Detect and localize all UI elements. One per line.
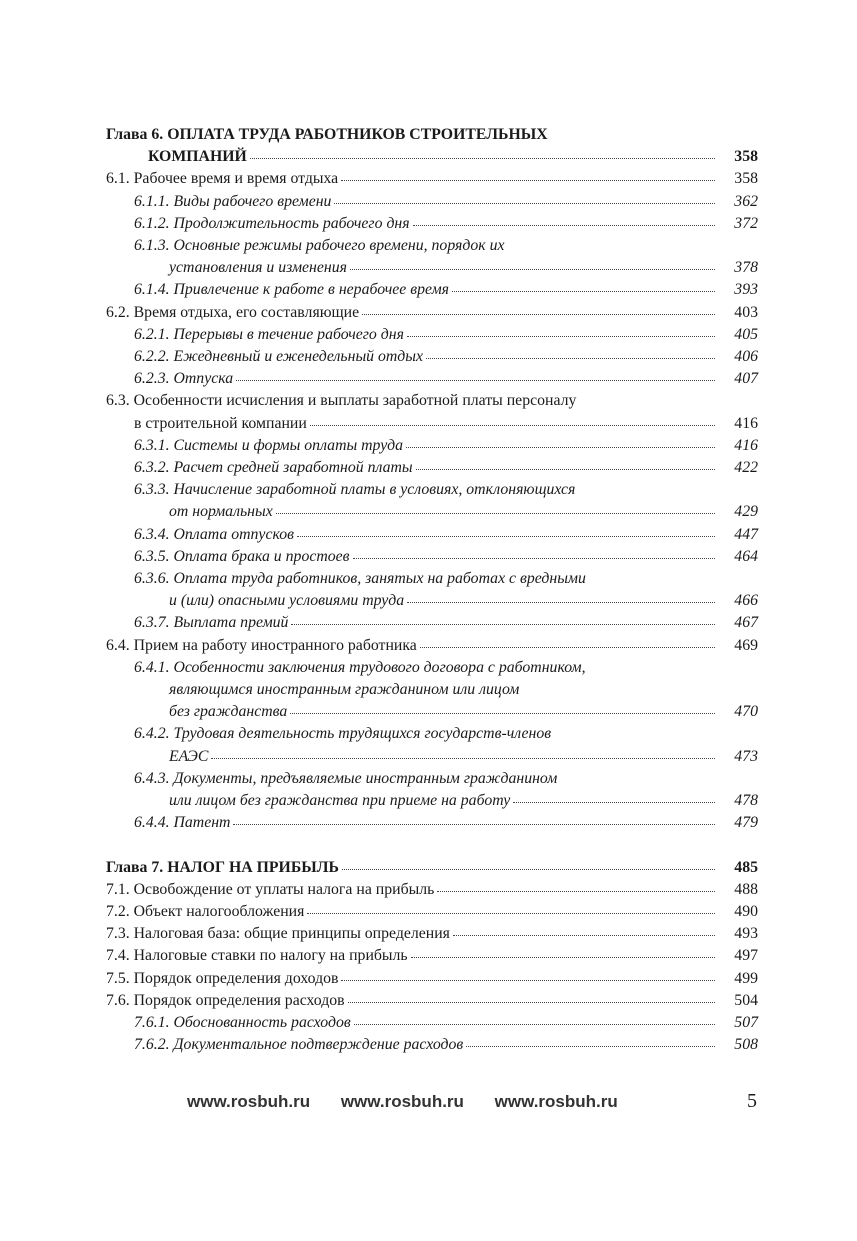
toc-entry[interactable]: [106, 368, 758, 390]
toc-entry[interactable]: [106, 968, 758, 990]
toc-page-number: 493: [734, 925, 758, 943]
toc-entry[interactable]: [106, 501, 758, 523]
toc-entry[interactable]: [106, 302, 758, 324]
dot-leader: [413, 223, 715, 226]
dot-leader: [437, 889, 715, 892]
toc-entry[interactable]: [106, 590, 758, 612]
toc-entry[interactable]: [106, 257, 758, 279]
toc-entry-title: 6.1.3. Основные режимы рабочего времени, порядок их: [134, 237, 505, 255]
toc-entry-title: 6.1.1. Виды рабочего времени: [134, 192, 332, 210]
dot-leader: [354, 1022, 715, 1025]
toc-entry-title: 7.1. Освобождение от уплаты налога на прибыль: [106, 880, 435, 898]
toc-entry[interactable]: [106, 857, 758, 879]
toc-entry-title: 6.3. Особенности исчисления и выплаты заработной платы персоналу: [106, 392, 577, 410]
toc-entry-title: 6.3.6. Оплата труда работников, занятых на работах с вредными: [134, 570, 586, 588]
dot-leader: [341, 978, 715, 981]
toc-entry-title: 6.3.5. Оплата брака и простоев: [134, 547, 350, 565]
footer-url[interactable]: www.rosbuh.ru: [340, 1092, 464, 1111]
toc-entry-title: 7.3. Налоговая база: общие принципы определения: [106, 925, 450, 943]
toc-entry[interactable]: [106, 1034, 758, 1056]
footer-url[interactable]: www.rosbuh.ru: [494, 1092, 618, 1111]
toc-page-number: 478: [734, 792, 758, 810]
toc-entry[interactable]: [106, 990, 758, 1012]
toc-entry-title: установления и изменения: [169, 259, 347, 277]
dot-leader: [513, 800, 715, 803]
toc-page-number: 405: [734, 325, 758, 343]
footer-url[interactable]: www.rosbuh.ru: [187, 1092, 311, 1111]
toc-entry-title: 6.1.4. Привлечение к работе в нерабочее время: [134, 281, 450, 299]
toc-entry[interactable]: [106, 1012, 758, 1034]
toc-entry[interactable]: [106, 168, 758, 190]
toc-entry-title: 7.4. Налоговые ставки по налогу на прибыль: [106, 947, 408, 965]
toc-entry[interactable]: [106, 635, 758, 657]
dot-leader: [211, 756, 715, 759]
toc-entry[interactable]: [106, 901, 758, 923]
toc-entry-title: или лицом без гражданства при приеме на работу: [169, 792, 511, 810]
toc-page-number: 507: [734, 1013, 758, 1031]
toc-page-number: 479: [734, 814, 758, 832]
section-gap: [106, 835, 758, 857]
dot-leader: [411, 955, 715, 958]
toc-page-number: 416: [734, 414, 758, 432]
dot-leader: [407, 600, 715, 603]
dot-leader: [310, 423, 715, 426]
toc-entry[interactable]: [106, 546, 758, 568]
toc-entry-title: 7.6.2. Документальное подтверждение расходов: [134, 1036, 464, 1054]
toc-entry-title: КОМПАНИЙ: [148, 148, 247, 166]
toc-page-number: 464: [734, 547, 758, 565]
toc-entry-title: 6.1.2. Продолжительность рабочего дня: [134, 214, 410, 232]
toc-entry-title: 6.4.3. Документы, предъявляемые иностранным гражданином: [134, 769, 558, 787]
toc-page-number: 488: [734, 880, 758, 898]
toc-entry[interactable]: [106, 879, 758, 901]
toc-entry-title: 7.2. Объект налогообложения: [106, 902, 305, 920]
toc-page-number: 473: [734, 747, 758, 765]
dot-leader: [466, 1044, 715, 1047]
page-footer: [0, 1092, 857, 1118]
toc-page-number: 508: [734, 1036, 758, 1054]
footer-urls: [187, 1092, 640, 1112]
toc-entry-title: являющимся иностранным гражданином или лицом: [169, 681, 520, 699]
toc-entry-title: ЕАЭС: [169, 747, 209, 765]
dot-leader: [420, 645, 715, 648]
toc-entry-title: 6.1. Рабочее время и время отдыха: [106, 170, 339, 188]
toc-entry-title: 6.2.2. Ежедневный и еженедельный отдых: [134, 348, 424, 366]
toc-page-number: 416: [734, 436, 758, 454]
toc-page-number: 406: [734, 348, 758, 366]
toc-entry-title: 6.4.2. Трудовая деятельность трудящихся государств-членов: [134, 725, 552, 743]
toc-page-number: 447: [734, 525, 758, 543]
dot-leader: [290, 711, 715, 714]
toc-page-number: 485: [734, 858, 758, 876]
toc-entry-title: 6.3.4. Оплата отпусков: [134, 525, 294, 543]
toc-entry-title: 6.3.3. Начисление заработной платы в условиях, отклоняющихся: [134, 481, 576, 499]
toc-page-number: 429: [734, 503, 758, 521]
toc-entry-title: 7.6. Порядок определения расходов: [106, 991, 345, 1009]
toc-page-number: 497: [734, 947, 758, 965]
toc-entry[interactable]: [106, 812, 758, 834]
toc-entry[interactable]: [106, 213, 758, 235]
dot-leader: [407, 334, 715, 337]
dot-leader: [453, 933, 715, 936]
dot-leader: [297, 534, 715, 537]
toc-entry[interactable]: [106, 413, 758, 435]
toc-entry-title: 6.3.7. Выплата премий: [134, 614, 289, 632]
toc-entry[interactable]: [106, 191, 758, 213]
dot-leader: [362, 312, 715, 315]
toc-entry-title: 6.4.1. Особенности заключения трудового договора с работником,: [134, 658, 586, 676]
toc-entry[interactable]: [106, 679, 758, 701]
dot-leader: [406, 445, 715, 448]
toc-entry[interactable]: [106, 701, 758, 723]
toc-entry[interactable]: [106, 923, 758, 945]
toc-page-number: 358: [734, 148, 758, 166]
toc-entry[interactable]: [106, 457, 758, 479]
toc-entry[interactable]: [106, 568, 758, 590]
toc-entry[interactable]: [106, 435, 758, 457]
toc-entry-title: в строительной компании: [134, 414, 307, 432]
toc-entry-title: 6.4. Прием на работу иностранного работника: [106, 636, 417, 654]
toc-page-number: 362: [734, 192, 758, 210]
toc-entry-title: Глава 7. НАЛОГ НА ПРИБЫЛЬ: [106, 858, 339, 876]
table-of-contents: [106, 124, 758, 1056]
toc-entry[interactable]: [106, 235, 758, 257]
toc-page-number: 466: [734, 592, 758, 610]
toc-entry[interactable]: [106, 324, 758, 346]
toc-page-number: 469: [734, 636, 758, 654]
toc-entry[interactable]: [106, 346, 758, 368]
toc-entry[interactable]: [106, 657, 758, 679]
toc-page-number: 403: [734, 303, 758, 321]
toc-entry[interactable]: [106, 723, 758, 745]
toc-page-number: 422: [734, 459, 758, 477]
toc-page-number: 358: [734, 170, 758, 188]
dot-leader: [291, 622, 715, 625]
toc-entry-title: 6.2.3. Отпуска: [134, 370, 234, 388]
toc-entry-title: 6.3.1. Системы и формы оплаты труда: [134, 436, 404, 454]
dot-leader: [334, 201, 715, 204]
toc-page-number: 470: [734, 703, 758, 721]
toc-entry[interactable]: [106, 790, 758, 812]
toc-entry-title: 7.6.1. Обоснованность расходов: [134, 1013, 351, 1031]
toc-entry[interactable]: [106, 945, 758, 967]
toc-entry-title: 6.3.2. Расчет средней заработной платы: [134, 459, 413, 477]
toc-entry-title: и (или) опасными условиями труда: [169, 592, 405, 610]
toc-entry[interactable]: [106, 768, 758, 790]
toc-entry-title: от нормальных: [169, 503, 273, 521]
dot-leader: [350, 267, 715, 270]
dot-leader: [348, 1000, 715, 1003]
dot-leader: [236, 378, 715, 381]
toc-page-number: 490: [734, 902, 758, 920]
toc-entry[interactable]: [106, 124, 758, 146]
toc-entry[interactable]: [106, 612, 758, 634]
toc-entry[interactable]: [106, 146, 758, 168]
toc-entry-title: 6.4.4. Патент: [134, 814, 231, 832]
toc-page-number: 467: [734, 614, 758, 632]
toc-page-number: 499: [734, 969, 758, 987]
toc-entry-title: 6.2.1. Перерывы в течение рабочего дня: [134, 325, 404, 343]
dot-leader: [233, 822, 715, 825]
dot-leader: [342, 867, 715, 870]
toc-entry[interactable]: [106, 279, 758, 301]
toc-page-number: 393: [734, 281, 758, 299]
toc-entry-title: Глава 6. ОПЛАТА ТРУДА РАБОТНИКОВ СТРОИТЕЛЬНЫХ: [106, 126, 548, 143]
page-number: 5: [747, 1090, 757, 1112]
toc-entry-title: 6.2. Время отдыха, его составляющие: [106, 303, 360, 321]
dot-leader: [416, 467, 715, 470]
dot-leader: [353, 556, 715, 559]
toc-entry[interactable]: [106, 479, 758, 501]
toc-page-number: 407: [734, 370, 758, 388]
toc-entry-title: без гражданства: [169, 703, 288, 721]
toc-entry[interactable]: [106, 746, 758, 768]
dot-leader: [452, 289, 715, 292]
dot-leader: [250, 156, 715, 159]
toc-entry-title: 7.5. Порядок определения доходов: [106, 969, 339, 987]
toc-entry[interactable]: [106, 524, 758, 546]
toc-page-number: 504: [734, 991, 758, 1009]
dot-leader: [341, 178, 715, 181]
toc-page-number: 378: [734, 259, 758, 277]
toc-page-number: 372: [734, 214, 758, 232]
dot-leader: [276, 511, 715, 514]
dot-leader: [307, 911, 715, 914]
dot-leader: [426, 356, 715, 359]
toc-entry[interactable]: [106, 390, 758, 412]
